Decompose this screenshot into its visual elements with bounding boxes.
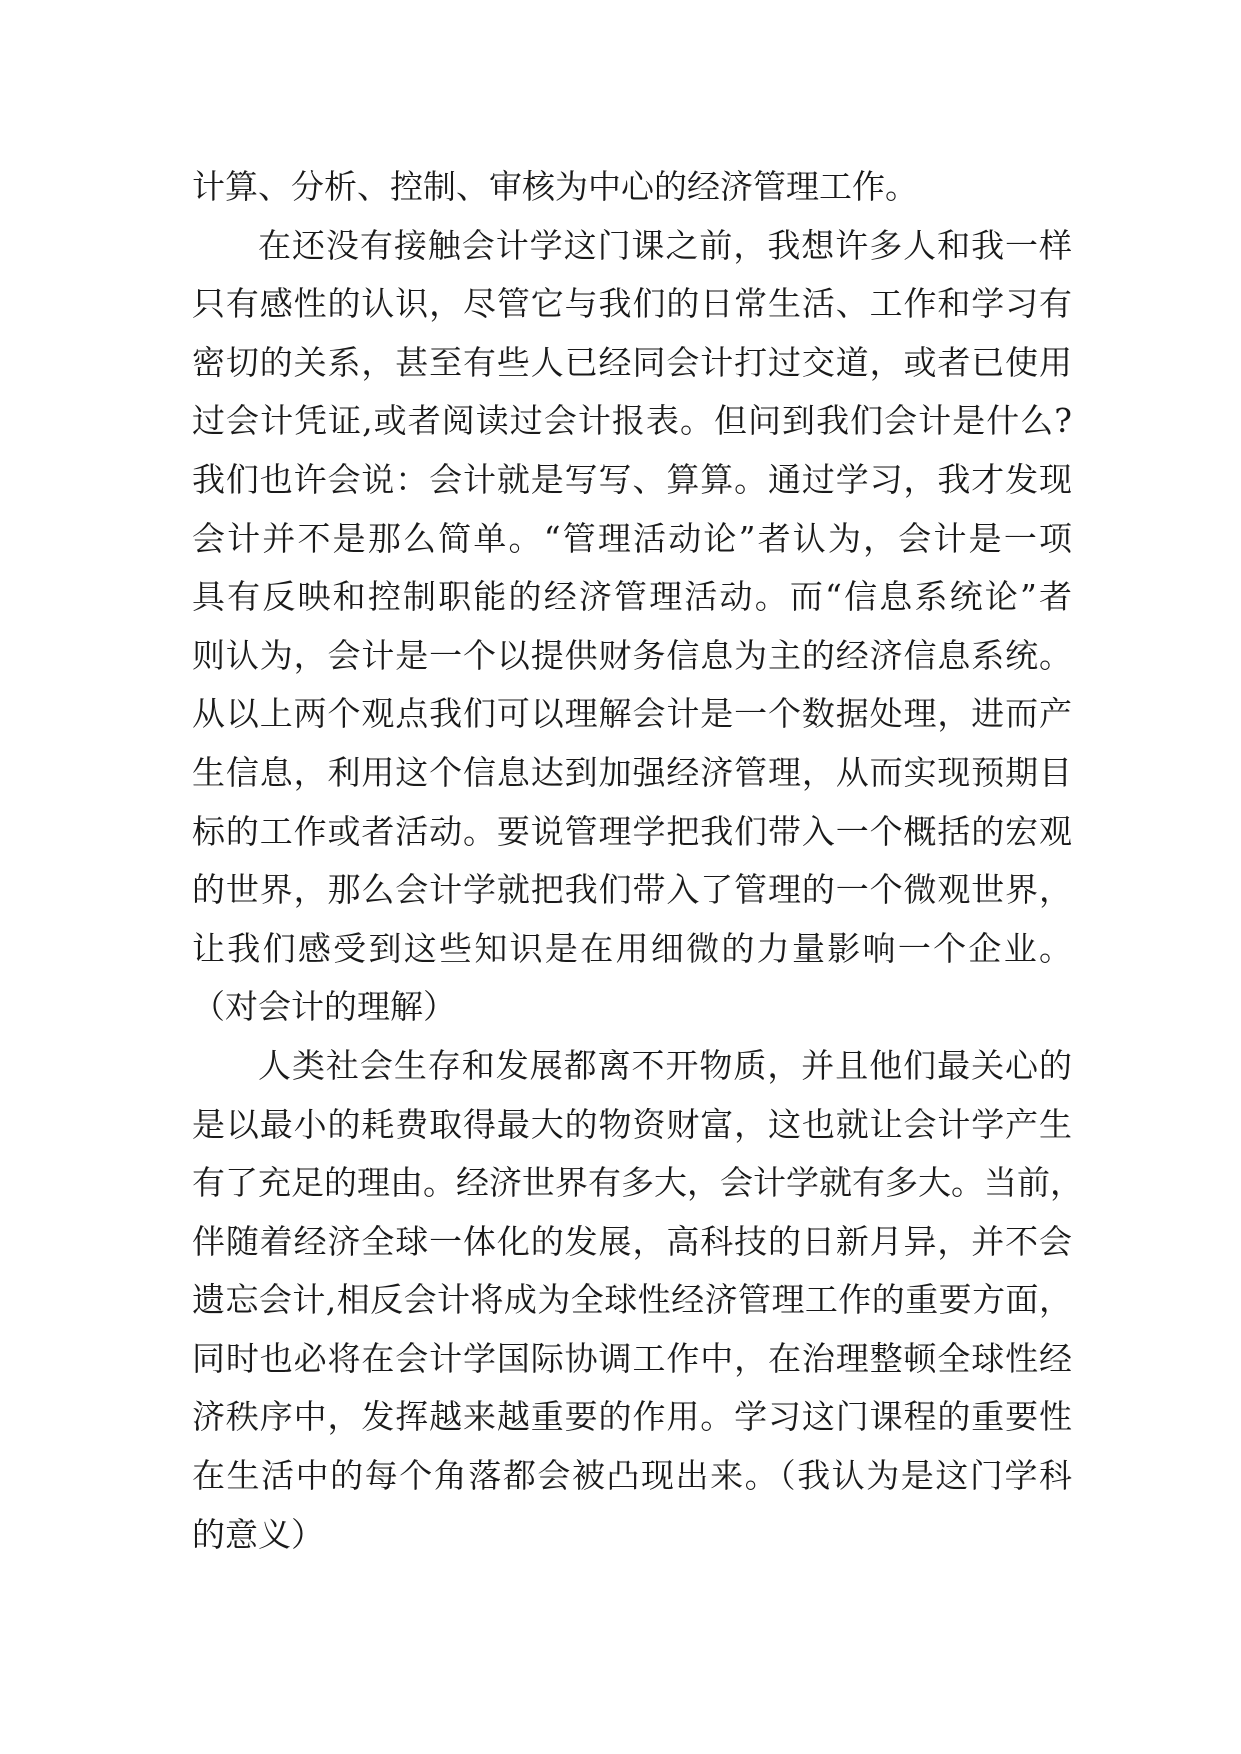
paragraph-first-line: 在还没有接触会计学这门课之前，我想许多人和我一样 [258,225,1072,265]
text-line: 的世界，那么会计学就把我们带入了管理的一个微观世界， [192,870,1072,910]
text-line: 标的工作或者活动。要说管理学把我们带入一个概括的宏观 [192,811,1072,851]
text-line: 过会计凭证,或者阅读过会计报表。但问到我们会计是什么? [192,401,1072,441]
text-line: 会计并不是那么简单。“管理活动论”者认为，会计是一项 [192,518,1072,558]
text-line: 具有反映和控制职能的经济管理活动。而“信息系统论”者 [192,577,1072,617]
text-line: （对会计的理解） [192,987,456,1027]
text-line: 生信息，利用这个信息达到加强经济管理，从而实现预期目 [192,752,1072,792]
text-line: 伴随着经济全球一体化的发展，高科技的日新月异，并不会 [192,1221,1072,1261]
text-line: 在生活中的每个角落都会被凸现出来。（我认为是这门学科 [192,1456,1072,1496]
text-line: 是以最小的耗费取得最大的物资财富，这也就让会计学产生 [192,1104,1072,1144]
text-line: 密切的关系，甚至有些人已经同会计打过交道，或者已使用 [192,342,1072,382]
text-line: 有了充足的理由。经济世界有多大，会计学就有多大。当前， [192,1163,1083,1203]
text-line: 只有感性的认识，尽管它与我们的日常生活、工作和学习有 [192,284,1072,324]
text-line: 让我们感受到这些知识是在用细微的力量影响一个企业。 [192,928,1072,968]
text-line: 的意义） [192,1514,324,1554]
text-line: 计算、分析、控制、审核为中心的经济管理工作。 [192,167,918,206]
text-line: 则认为，会计是一个以提供财务信息为主的经济信息系统。 [192,635,1072,675]
text-line: 济秩序中，发挥越来越重要的作用。学习这门课程的重要性 [192,1397,1072,1437]
text-line: 遗忘会计,相反会计将成为全球性经济管理工作的重要方面， [192,1280,1072,1320]
text-line: 我们也许会说：会计就是写写、算算。通过学习，我才发现 [192,459,1072,499]
text-line: 同时也必将在会计学国际协调工作中，在治理整顿全球性经 [192,1338,1072,1378]
paragraph-first-line: 人类社会生存和发展都离不开物质，并且他们最关心的 [258,1045,1072,1085]
text-line: 从以上两个观点我们可以理解会计是一个数据处理，进而产 [192,694,1072,734]
body-text [192,158,1083,1564]
